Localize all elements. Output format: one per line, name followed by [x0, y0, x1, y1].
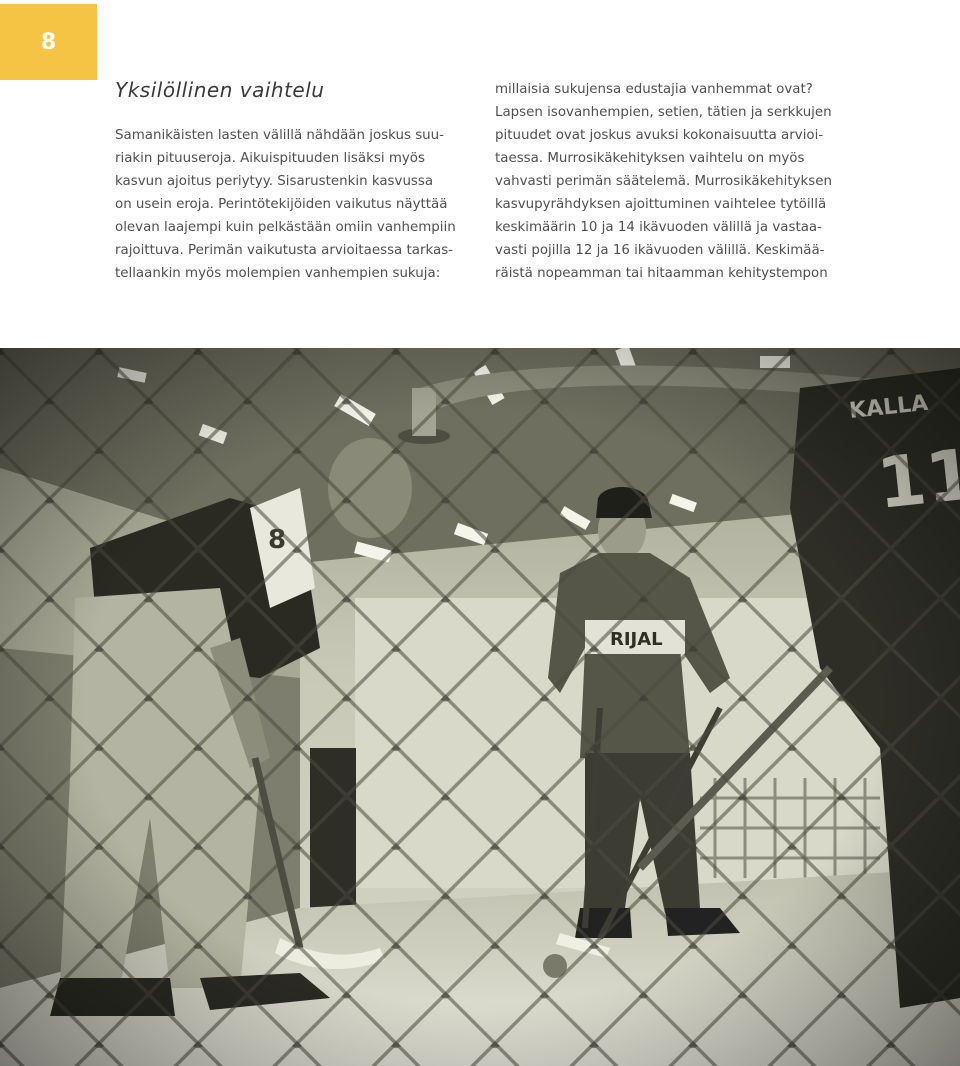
page-number-badge: [0, 4, 97, 80]
text-line: Lapsen isovanhempien, setien, tätien ja serkkujen: [495, 105, 832, 120]
left-text-column: [115, 124, 475, 285]
text-line: olevan laajempi kuin pelkästään omiin vanhempiin: [115, 220, 456, 235]
text-line: vasti pojilla 12 ja 16 ikävuoden välillä. Keskimää-: [495, 243, 825, 258]
text-line: Samanikäisten lasten välillä nähdään joskus suu-: [115, 128, 444, 143]
text-line: kasvun ajoitus periytyy. Sisarustenkin kasvussa: [115, 174, 434, 189]
text-line: millaisia sukujensa edustajia vanhemmat ovat?: [495, 82, 813, 97]
text-line: keskimäärin 10 ja 14 ikävuoden välillä ja vastaa-: [495, 220, 822, 235]
section-heading: Yksilöllinen vaihtelu: [115, 78, 325, 102]
text-line: riakin pituuseroja. Aikuispituuden lisäksi myös: [115, 151, 425, 166]
text-line: räistä nopeamman tai hitaamman kehitystempon: [495, 266, 828, 281]
floorball-photo: [0, 348, 960, 1066]
text-line: taessa. Murrosikäkehityksen vaihtelu on myös: [495, 151, 805, 166]
text-line: tellaankin myös molempien vanhempien sukuja:: [115, 266, 441, 281]
text-line: kasvupyrähdyksen ajoittuminen vaihtelee tytöillä: [495, 197, 827, 212]
text-line: rajoittuva. Perimän vaikutusta arvioitaessa tarkas-: [115, 243, 454, 258]
text-line: vahvasti perimän säätelemä. Murrosikäkehityksen: [495, 174, 832, 189]
page-number: 8: [40, 29, 57, 55]
text-line: pituudet ovat joskus avuksi kokonaisuutta arvioi-: [495, 128, 824, 143]
text-line: on usein eroja. Perintötekijöiden vaikutus näyttää: [115, 197, 448, 212]
right-text-column: [495, 78, 845, 285]
